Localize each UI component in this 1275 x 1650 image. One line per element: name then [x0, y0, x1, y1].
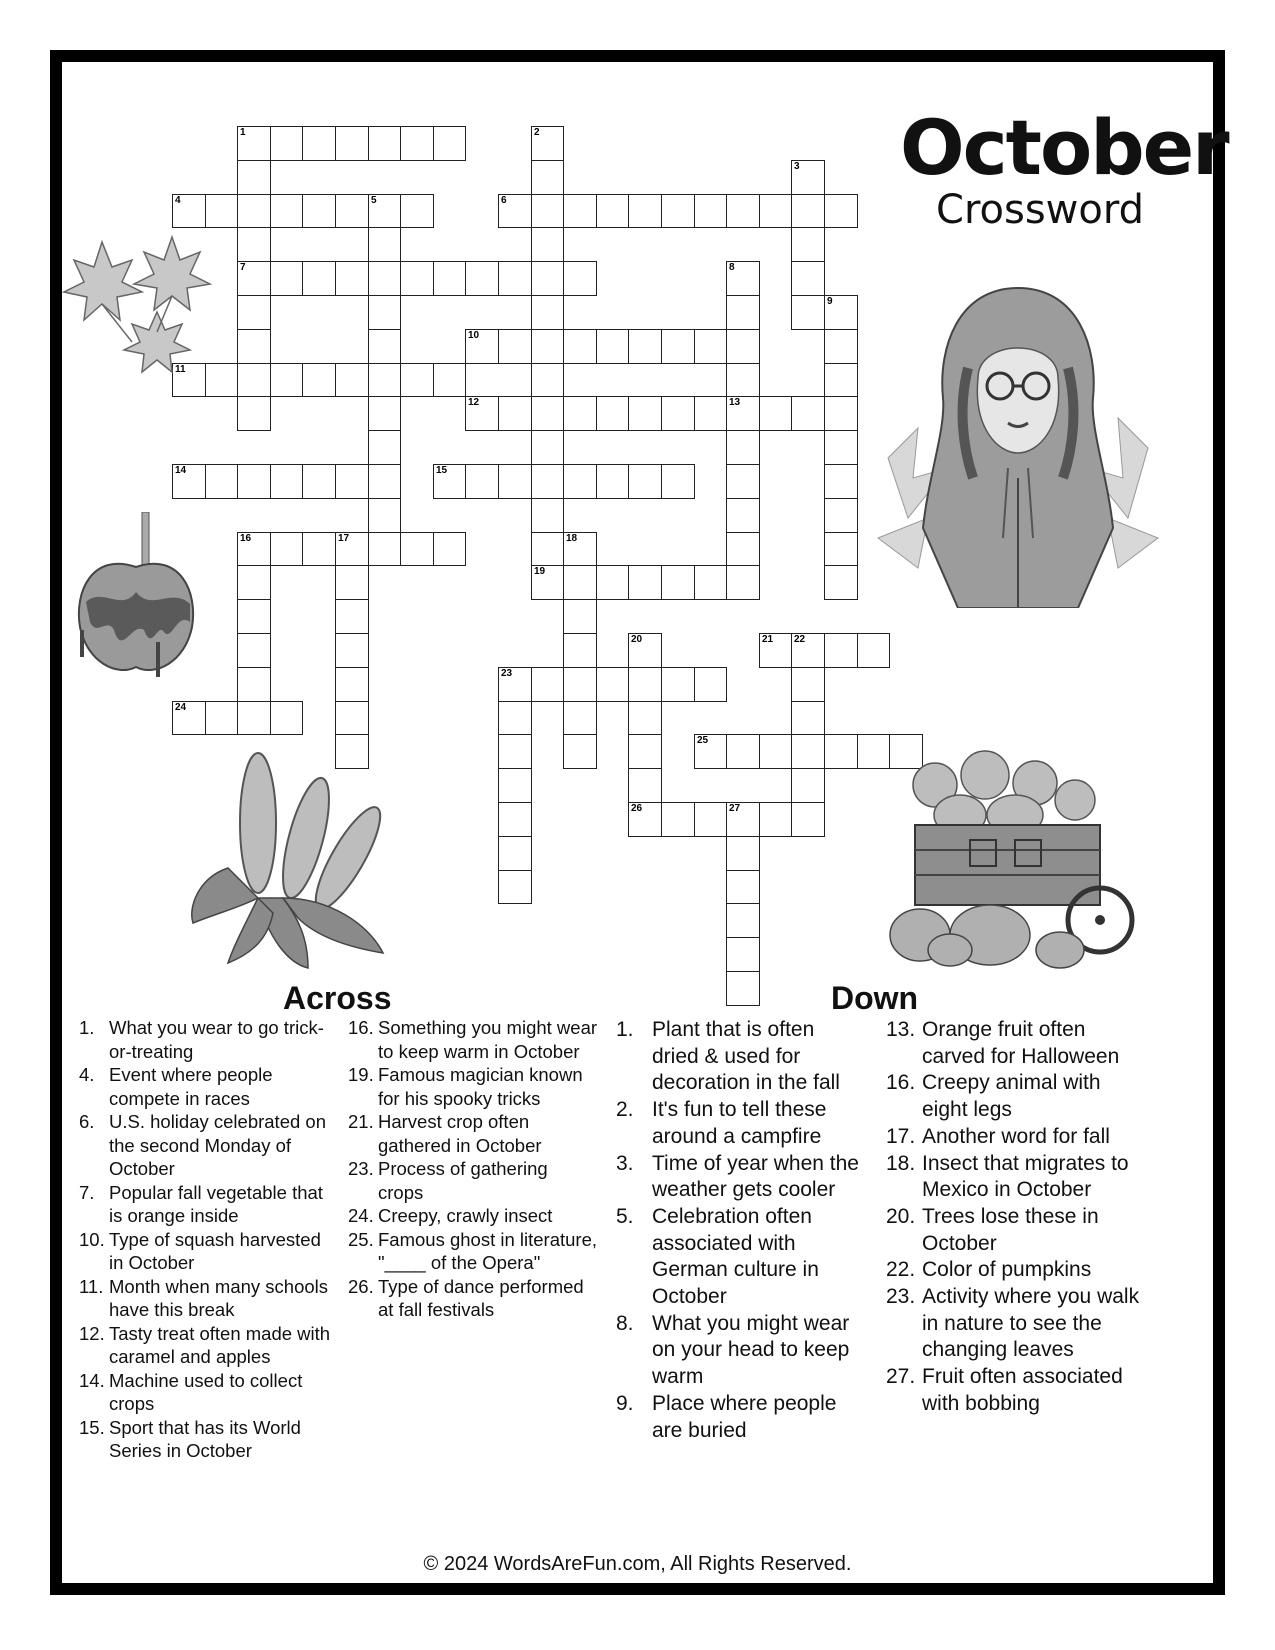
grid-cell[interactable]	[400, 532, 434, 566]
clue-text: Month when many schools have this break	[109, 1275, 329, 1320]
clue-text: Tasty treat often made with caramel and apples	[109, 1322, 331, 1367]
grid-clue-number: 17	[338, 533, 350, 544]
grid-cell[interactable]	[563, 667, 597, 702]
grid-cell[interactable]	[628, 565, 662, 600]
clue-text: U.S. holiday celebrated on the second Monday of October	[109, 1111, 326, 1179]
grid-cell[interactable]	[628, 667, 662, 702]
corn-illustration	[188, 748, 398, 973]
clue-number: 21.	[348, 1111, 374, 1132]
grid-cell[interactable]	[563, 194, 597, 228]
grid-cell[interactable]	[726, 836, 760, 871]
grid-clue-number: 1	[240, 127, 246, 138]
grid-clue-number: 14	[175, 465, 187, 476]
clue-number: 26.	[348, 1275, 374, 1297]
clue-text: It's fun to tell these around a campfire	[652, 1098, 827, 1148]
clue-item	[348, 1110, 598, 1157]
grid-cell[interactable]	[791, 227, 825, 262]
title-sub: Crossword	[936, 187, 1144, 233]
grid-clue-number: 19	[534, 566, 546, 577]
clue-number: 14.	[79, 1369, 105, 1391]
grid-cell[interactable]	[237, 396, 271, 431]
grid-cell[interactable]	[824, 532, 858, 566]
grid-cell[interactable]	[498, 464, 532, 499]
grid-cell[interactable]	[563, 329, 597, 364]
grid-cell[interactable]	[628, 329, 662, 364]
grid-cell[interactable]	[563, 734, 597, 769]
clue-number: 23.	[348, 1158, 374, 1179]
clue-text: Another word for fall	[922, 1124, 1110, 1148]
grid-cell[interactable]	[335, 599, 369, 634]
grid-cell[interactable]	[791, 295, 825, 330]
grid-cell[interactable]	[661, 464, 695, 499]
grid-cell[interactable]	[237, 464, 271, 499]
grid-clue-number: 27	[729, 803, 741, 814]
grid-clue-number: 15	[436, 465, 448, 476]
clue-number: 9.	[616, 1391, 634, 1415]
clue-number: 16.	[886, 1071, 916, 1095]
grid-cell[interactable]	[661, 667, 695, 702]
maple-leaves-illustration	[62, 232, 214, 377]
clue-text: Place where people are buried	[652, 1391, 837, 1442]
grid-cell[interactable]	[824, 430, 858, 465]
grid-cell[interactable]	[270, 126, 303, 161]
title-main: October	[900, 103, 1228, 192]
grid-clue-number: 24	[175, 702, 187, 713]
clue-number: 7.	[79, 1181, 95, 1203]
clue-number: 17.	[886, 1124, 916, 1148]
grid-cell[interactable]	[628, 701, 662, 735]
clue-text: Fruit often associated with bobbing	[922, 1365, 1123, 1415]
grid-cell[interactable]	[400, 261, 434, 296]
grid-cell[interactable]	[205, 701, 238, 735]
clue-number: 12.	[79, 1322, 105, 1344]
grid-cell[interactable]	[531, 160, 564, 195]
grid-cell[interactable]	[694, 396, 727, 431]
grid-cell[interactable]	[661, 194, 695, 228]
grid-cell[interactable]	[433, 363, 466, 397]
grid-cell[interactable]	[498, 802, 532, 837]
grid-clue-number: 8	[729, 262, 735, 273]
grid-cell[interactable]	[270, 261, 303, 296]
clue-text: What you wear to go trick-or-treating	[109, 1017, 324, 1062]
grid-cell[interactable]	[563, 396, 597, 431]
grid-cell[interactable]	[531, 430, 564, 465]
grid-cell[interactable]	[237, 599, 271, 634]
grid-cell[interactable]	[628, 768, 662, 803]
grid-cell[interactable]	[726, 464, 760, 499]
clue-number: 10.	[79, 1228, 105, 1250]
grid-cell[interactable]	[628, 734, 662, 769]
clue-text: Popular fall vegetable that is orange inside	[109, 1181, 323, 1226]
clue-number: 8.	[616, 1311, 634, 1335]
grid-cell[interactable]	[368, 295, 401, 330]
grid-cell[interactable]	[791, 396, 825, 431]
across-clues-column-1	[79, 1016, 334, 1463]
grid-cell[interactable]	[596, 667, 629, 702]
grid-cell[interactable]	[824, 329, 858, 364]
grid-cell[interactable]	[596, 464, 629, 499]
grid-cell[interactable]	[498, 836, 532, 871]
grid-cell[interactable]	[237, 565, 271, 600]
down-heading: Down	[831, 980, 919, 1016]
grid-cell[interactable]	[237, 701, 271, 735]
down-clues-column-1	[616, 1017, 866, 1444]
grid-cell[interactable]	[531, 227, 564, 262]
grid-cell[interactable]	[791, 667, 825, 702]
clue-number: 20.	[886, 1204, 916, 1228]
clue-number: 2.	[616, 1098, 634, 1122]
grid-clue-number: 3	[794, 161, 800, 172]
grid-cell[interactable]	[596, 565, 629, 600]
clue-number: 23.	[886, 1285, 916, 1309]
grid-cell[interactable]	[857, 633, 890, 668]
clue-text: Creepy animal with eight legs	[922, 1071, 1101, 1122]
grid-cell[interactable]	[270, 194, 303, 228]
girl-in-hoodie-illustration	[868, 278, 1168, 608]
clue-item	[616, 1097, 866, 1150]
clue-number: 6.	[79, 1111, 95, 1132]
grid-cell[interactable]	[824, 464, 858, 499]
grid-cell[interactable]	[531, 295, 564, 330]
grid-cell[interactable]	[791, 701, 825, 735]
grid-cell[interactable]	[563, 261, 597, 296]
grid-cell[interactable]	[335, 194, 369, 228]
clue-text: Famous ghost in literature, "____ of the Opera"	[378, 1228, 598, 1273]
clue-item	[886, 1257, 1146, 1284]
clue-item	[616, 1391, 866, 1444]
grid-cell[interactable]	[531, 498, 564, 533]
grid-cell[interactable]	[302, 464, 336, 499]
clue-number: 3.	[616, 1151, 634, 1175]
grid-cell[interactable]	[498, 261, 532, 296]
grid-clue-number: 16	[240, 533, 252, 544]
grid-cell[interactable]	[368, 363, 401, 397]
grid-cell[interactable]	[596, 194, 629, 228]
grid-cell[interactable]	[335, 701, 369, 735]
clue-item	[886, 1204, 1146, 1257]
grid-cell[interactable]	[368, 430, 401, 465]
clue-text: Type of squash harvested in October	[109, 1228, 321, 1273]
copyright-footer: © 2024 WordsAreFun.com, All Rights Reserved.	[423, 1553, 852, 1575]
grid-cell[interactable]	[531, 532, 564, 566]
grid-cell[interactable]	[726, 734, 760, 769]
grid-cell[interactable]	[270, 701, 303, 735]
grid-clue-number: 11	[175, 364, 186, 375]
grid-clue-number: 23	[501, 668, 513, 679]
clue-item	[79, 1228, 334, 1275]
grid-clue-number: 13	[729, 397, 741, 408]
grid-cell[interactable]	[237, 363, 271, 397]
clue-item	[886, 1151, 1146, 1204]
grid-cell[interactable]	[400, 126, 434, 161]
clue-text: Celebration often associated with German culture in October	[652, 1204, 819, 1309]
puzzle-title	[900, 103, 1228, 233]
grid-cell[interactable]	[498, 768, 532, 803]
grid-cell[interactable]	[694, 329, 727, 364]
clue-number: 1.	[616, 1018, 634, 1041]
grid-cell[interactable]	[726, 430, 760, 465]
grid-cell[interactable]	[237, 160, 271, 195]
grid-cell[interactable]	[661, 802, 695, 837]
grid-clue-number: 10	[468, 330, 480, 341]
grid-cell[interactable]	[400, 194, 434, 228]
grid-cell[interactable]	[270, 464, 303, 499]
grid-cell[interactable]	[302, 363, 336, 397]
grid-cell[interactable]	[563, 701, 597, 735]
clue-text: Insect that migrates to Mexico in October	[922, 1151, 1129, 1202]
grid-cell[interactable]	[759, 802, 792, 837]
clue-item	[348, 1157, 598, 1204]
grid-cell[interactable]	[237, 227, 271, 262]
grid-cell[interactable]	[205, 194, 238, 228]
grid-cell[interactable]	[596, 396, 629, 431]
grid-clue-number: 9	[827, 296, 833, 307]
clue-text: Plant that is often dried & used for decoration in the fall	[652, 1018, 840, 1095]
grid-clue-number: 7	[240, 262, 246, 273]
grid-cell[interactable]	[302, 532, 336, 566]
clue-item	[79, 1110, 334, 1181]
grid-cell[interactable]	[368, 329, 401, 364]
grid-cell[interactable]	[563, 464, 597, 499]
grid-cell[interactable]	[726, 194, 760, 228]
grid-cell[interactable]	[498, 701, 532, 735]
grid-cell[interactable]	[726, 295, 760, 330]
grid-cell[interactable]	[368, 227, 401, 262]
grid-clue-number: 6	[501, 195, 507, 206]
grid-cell[interactable]	[335, 633, 369, 668]
clue-text: Type of dance performed at fall festivals	[378, 1275, 584, 1320]
clue-text: Sport that has its World Series in October	[109, 1416, 301, 1461]
clue-item	[79, 1063, 334, 1110]
clue-text: Something you might wear to keep warm in October	[378, 1017, 598, 1062]
grid-cell[interactable]	[237, 295, 271, 330]
grid-cell[interactable]	[400, 363, 434, 397]
grid-cell[interactable]	[726, 363, 760, 397]
grid-cell[interactable]	[335, 126, 369, 161]
grid-cell[interactable]	[465, 261, 499, 296]
grid-cell[interactable]	[433, 532, 466, 566]
grid-cell[interactable]	[335, 363, 369, 397]
grid-cell[interactable]	[563, 599, 597, 634]
grid-cell[interactable]	[694, 802, 727, 837]
grid-cell[interactable]	[465, 464, 499, 499]
grid-cell[interactable]	[368, 396, 401, 431]
grid-cell[interactable]	[824, 396, 858, 431]
clue-text: Color of pumpkins	[922, 1258, 1092, 1282]
grid-cell[interactable]	[726, 971, 760, 1006]
grid-cell[interactable]	[368, 532, 401, 566]
grid-cell[interactable]	[335, 261, 369, 296]
grid-cell[interactable]	[368, 126, 401, 161]
grid-cell[interactable]	[791, 802, 825, 837]
clue-number: 13.	[886, 1018, 916, 1041]
grid-cell[interactable]	[237, 329, 271, 364]
clue-item	[616, 1311, 866, 1391]
clue-number: 11.	[79, 1275, 104, 1297]
grid-cell[interactable]	[694, 667, 727, 702]
grid-cell[interactable]	[824, 194, 858, 228]
clue-item	[886, 1364, 1146, 1417]
grid-cell[interactable]	[726, 498, 760, 533]
grid-cell[interactable]	[368, 498, 401, 533]
grid-clue-number: 5	[371, 195, 377, 206]
clue-number: 5.	[616, 1204, 634, 1228]
grid-cell[interactable]	[498, 396, 532, 431]
grid-clue-number: 20	[631, 634, 643, 645]
grid-cell[interactable]	[824, 498, 858, 533]
grid-cell[interactable]	[433, 126, 466, 161]
clue-number: 16.	[348, 1017, 374, 1038]
clue-item	[616, 1151, 866, 1204]
grid-cell[interactable]	[824, 633, 858, 668]
grid-cell[interactable]	[726, 937, 760, 972]
clue-number: 24.	[348, 1205, 374, 1226]
clue-text: Famous magician known for his spooky tricks	[378, 1064, 583, 1109]
clue-number: 4.	[79, 1064, 95, 1085]
clue-item	[616, 1204, 866, 1311]
clue-item	[79, 1181, 334, 1228]
clue-item	[348, 1275, 598, 1322]
grid-cell[interactable]	[759, 396, 792, 431]
grid-cell[interactable]	[531, 363, 564, 397]
grid-cell[interactable]	[270, 532, 303, 566]
clue-item	[348, 1016, 598, 1063]
grid-cell[interactable]	[335, 565, 369, 600]
grid-cell[interactable]	[791, 194, 825, 228]
grid-cell[interactable]	[791, 261, 825, 296]
clue-item	[886, 1017, 1146, 1070]
grid-cell[interactable]	[368, 261, 401, 296]
grid-cell[interactable]	[237, 633, 271, 668]
grid-cell[interactable]	[726, 532, 760, 566]
clue-number: 1.	[79, 1017, 95, 1038]
clue-item	[616, 1017, 866, 1097]
clue-text: Process of gathering crops	[378, 1158, 548, 1203]
grid-cell[interactable]	[694, 565, 727, 600]
across-heading: Across	[283, 980, 392, 1016]
grid-cell[interactable]	[335, 667, 369, 702]
clue-text: Event where people compete in races	[109, 1064, 273, 1109]
pumpkin-wagon-illustration	[875, 745, 1140, 970]
grid-cell[interactable]	[694, 194, 727, 228]
grid-cell[interactable]	[563, 633, 597, 668]
grid-cell[interactable]	[661, 565, 695, 600]
grid-cell[interactable]	[498, 329, 532, 364]
grid-clue-number: 21	[762, 634, 774, 645]
clue-text: What you might wear on your head to keep warm	[652, 1311, 850, 1389]
grid-cell[interactable]	[628, 194, 662, 228]
grid-cell[interactable]	[531, 667, 564, 702]
grid-cell[interactable]	[596, 329, 629, 364]
grid-clue-number: 2	[534, 127, 540, 138]
clue-item	[79, 1322, 334, 1369]
grid-cell[interactable]	[759, 194, 792, 228]
grid-clue-number: 12	[468, 397, 480, 408]
grid-cell[interactable]	[824, 363, 858, 397]
clue-text: Orange fruit often carved for Halloween	[922, 1018, 1120, 1068]
grid-cell[interactable]	[335, 464, 369, 499]
clue-item	[79, 1016, 334, 1063]
clue-item	[79, 1416, 334, 1463]
grid-cell[interactable]	[531, 464, 564, 499]
grid-cell[interactable]	[791, 734, 825, 769]
grid-cell[interactable]	[531, 396, 564, 431]
grid-clue-number: 18	[566, 533, 578, 544]
clue-text: Activity where you walk in nature to see the changing leaves	[922, 1285, 1140, 1362]
clue-item	[348, 1228, 598, 1275]
grid-cell[interactable]	[661, 329, 695, 364]
grid-cell[interactable]	[726, 870, 760, 904]
grid-cell[interactable]	[302, 126, 336, 161]
down-clues-column-2	[886, 1017, 1146, 1418]
grid-clue-number: 4	[175, 195, 181, 206]
clue-item	[886, 1284, 1146, 1364]
grid-cell[interactable]	[563, 565, 597, 600]
grid-cell[interactable]	[433, 261, 466, 296]
grid-cell[interactable]	[531, 194, 564, 228]
grid-cell[interactable]	[237, 194, 271, 228]
clue-number: 22.	[886, 1258, 916, 1282]
clue-text: Creepy, crawly insect	[378, 1205, 553, 1226]
grid-clue-number: 25	[697, 735, 709, 746]
grid-cell[interactable]	[824, 734, 858, 769]
grid-cell[interactable]	[791, 768, 825, 803]
grid-cell[interactable]	[302, 261, 336, 296]
grid-clue-number: 22	[794, 634, 806, 645]
clue-item	[348, 1063, 598, 1110]
grid-cell[interactable]	[531, 329, 564, 364]
grid-cell[interactable]	[498, 870, 532, 904]
clue-number: 27.	[886, 1365, 916, 1389]
across-clues-column-2	[348, 1016, 598, 1322]
grid-cell[interactable]	[726, 903, 760, 938]
grid-cell[interactable]	[531, 261, 564, 296]
grid-cell[interactable]	[270, 363, 303, 397]
clue-item	[348, 1204, 598, 1228]
grid-cell[interactable]	[726, 329, 760, 364]
clue-text: Time of year when the weather gets cooler	[652, 1151, 859, 1202]
grid-cell[interactable]	[205, 464, 238, 499]
clue-item	[886, 1124, 1146, 1151]
grid-cell[interactable]	[661, 396, 695, 431]
clue-text: Harvest crop often gathered in October	[378, 1111, 542, 1156]
clue-item	[79, 1275, 334, 1322]
grid-cell[interactable]	[824, 565, 858, 600]
caramel-apple-illustration	[72, 512, 200, 687]
grid-cell[interactable]	[759, 734, 792, 769]
clue-item	[79, 1369, 334, 1416]
clue-text: Trees lose these in October	[922, 1204, 1099, 1255]
grid-cell[interactable]	[237, 667, 271, 702]
clue-number: 19.	[348, 1064, 374, 1085]
grid-cell[interactable]	[628, 464, 662, 499]
clue-item	[886, 1070, 1146, 1123]
clue-number: 15.	[79, 1416, 105, 1438]
grid-cell[interactable]	[726, 565, 760, 600]
grid-cell[interactable]	[368, 464, 401, 499]
grid-cell[interactable]	[302, 194, 336, 228]
grid-cell[interactable]	[498, 734, 532, 769]
clue-text: Machine used to collect crops	[109, 1369, 303, 1414]
grid-clue-number: 26	[631, 803, 643, 814]
grid-cell[interactable]	[628, 396, 662, 431]
clue-number: 25.	[348, 1228, 374, 1250]
clue-number: 18.	[886, 1151, 916, 1175]
